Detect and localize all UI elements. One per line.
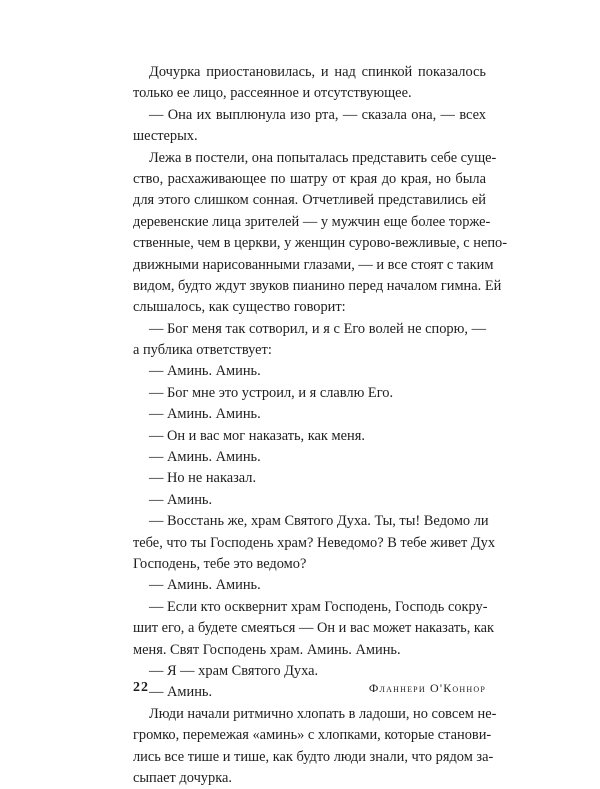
- text-line: меня. Свят Господень храм. Аминь. Аминь.: [133, 641, 401, 658]
- text-line: — Она их выплюнула изо рта, — сказала она, — всех: [149, 106, 486, 123]
- text-line: а публика ответствует:: [133, 342, 272, 359]
- text-line: громко, перемежая «аминь» с хлопками, которые станови-: [133, 727, 492, 744]
- text-line: — Аминь.: [149, 684, 213, 701]
- running-head-author: Фланнери О'Коннор: [368, 681, 486, 695]
- text-line: Лежа в постели, она попыталась представить себе суще-: [149, 149, 497, 166]
- text-line: — Бог мне это устроил, и я славлю Его.: [149, 384, 394, 401]
- text-line: видом, будто ждут звуков пианино перед началом гимна. Ей: [133, 277, 502, 294]
- text-line: — Если кто осквернит храм Господень, Господь сокру-: [149, 598, 488, 615]
- text-line: для этого слишком сонная. Отчетливей представились ей: [133, 192, 486, 209]
- text-line: — Но не наказал.: [149, 470, 257, 487]
- text-line: — Восстань же, храм Святого Духа. Ты, ты! Ведомо ли: [149, 513, 489, 530]
- text-line: шит его, а будете смеяться — Он и вас может наказать, как: [133, 620, 495, 637]
- text-line: — Аминь. Аминь.: [149, 363, 261, 380]
- text-line: ственные, чем в церкви, у женщин сурово-вежливые, с непо-: [133, 235, 508, 252]
- text-line: движными нарисованными глазами, — и все стоят с таким: [133, 256, 494, 273]
- text-line: — Аминь. Аминь.: [149, 449, 261, 466]
- text-line: деревенские лица зрителей — у мужчин еще более торже-: [133, 213, 491, 230]
- text-line: слышалось, как существо говорит:: [133, 299, 346, 316]
- text-line: тебе, что ты Господень храм? Неведомо? В тебе живет Дух: [133, 534, 496, 551]
- text-line: ство, расхаживающее по шатру от края до края, но была: [133, 170, 486, 187]
- page-number: 22: [133, 680, 149, 695]
- text-line: лись все тише и тише, как будто люди знали, что рядом за-: [133, 748, 494, 765]
- page-footer: [133, 677, 486, 699]
- text-line: Дочурка приостановилась, и над спинкой показалось: [149, 64, 486, 80]
- text-line: — Аминь.: [149, 491, 213, 508]
- text-line: — Бог меня так сотворил, и я с Его волей не спорю, —: [149, 320, 486, 337]
- text-line: только ее лицо, рассеянное и отсутствующее.: [133, 85, 412, 102]
- text-line: шестерых.: [133, 128, 198, 145]
- text-line: сыпает дочурка.: [133, 769, 232, 786]
- text-line: — Аминь. Аминь.: [149, 577, 261, 594]
- text-line: — Он и вас мог наказать, как меня.: [149, 427, 365, 444]
- text-line: — Аминь. Аминь.: [149, 406, 261, 423]
- text-line: Люди начали ритмично хлопать в ладоши, но совсем не-: [149, 705, 497, 722]
- text-line: Господень, тебе это ведомо?: [133, 555, 307, 572]
- text-line: — Я — храм Святого Духа.: [149, 662, 319, 679]
